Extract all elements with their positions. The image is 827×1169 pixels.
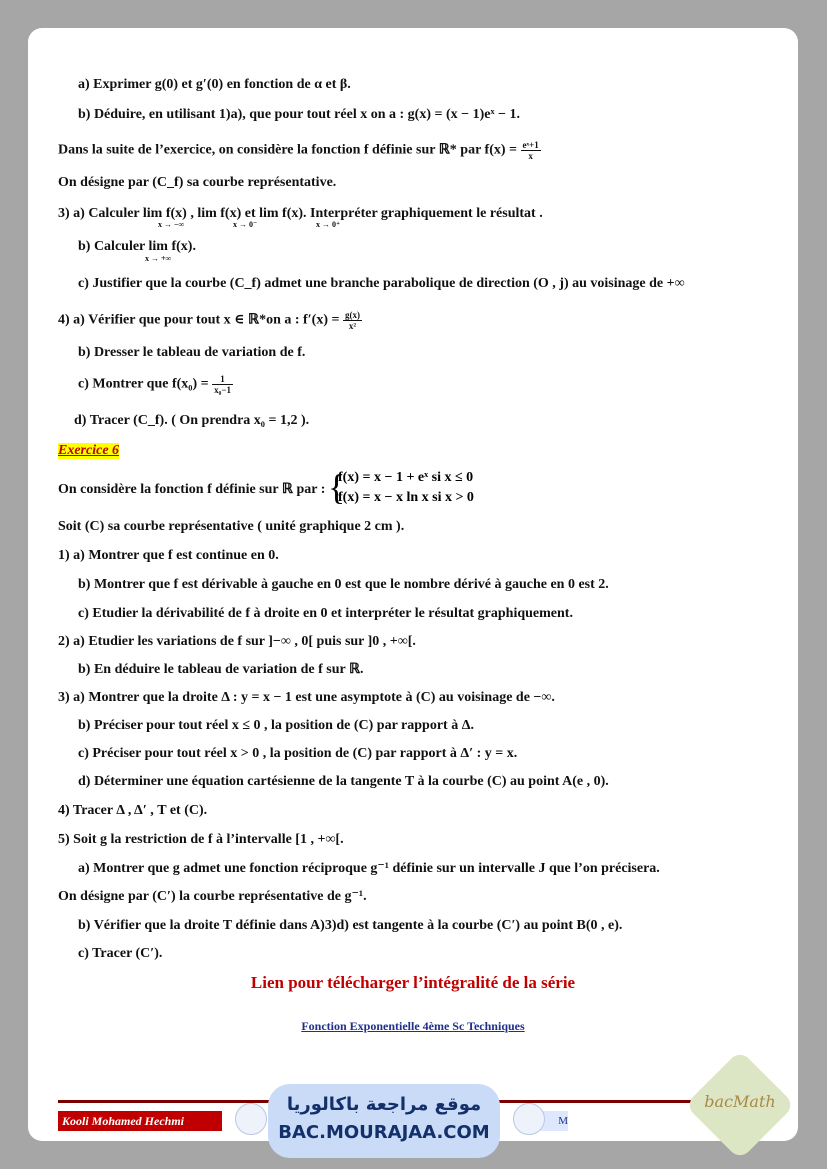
school-logo-icon xyxy=(513,1103,545,1135)
line-23: 4) Tracer Δ , Δ′ , T et (C). xyxy=(58,803,208,818)
footer-right-fragment: M xyxy=(528,1111,568,1131)
limit-sub-1: x → −∞ xyxy=(158,220,185,229)
fraction-numerator: eˣ+1 xyxy=(522,140,539,150)
line-1: a) Exprimer g(0) et g′(0) en fonction de α et β. xyxy=(78,77,351,92)
line-25: a) Montrer que g admet une fonction réciproque g⁻¹ définie sur un intervalle J que l’on précisera. xyxy=(78,861,660,876)
line-28: c) Tracer (C′). xyxy=(78,946,163,961)
line-18: b) En déduire le tableau de variation de f sur ℝ. xyxy=(78,662,364,677)
exercise-title: Exercice 6 xyxy=(58,443,120,458)
fraction-fx0 xyxy=(212,374,233,395)
download-link-title[interactable]: Lien pour télécharger l’intégralité de la série xyxy=(250,973,576,992)
line-5: 3) a) Calculer lim f(x) , lim f(x) et lim f(x). Interpréter graphiquement le résultat . xyxy=(58,206,543,221)
line-27: b) Vérifier que la droite T définie dans A)3)d) est tangente à la courbe (C′) au point B(0 , e). xyxy=(78,918,623,933)
line-8-text: 4) a) Vérifier que pour tout x ∈ ℝ*on a : f′(x) = xyxy=(58,312,340,328)
system-row-2: f(x) = x − x ln x si x > 0 xyxy=(338,490,474,505)
fraction-f-def xyxy=(521,140,541,161)
line-22: d) Déterminer une équation cartésienne de la tangente T à la courbe (C) au point A(e , 0). xyxy=(78,774,609,789)
line-10-text: c) Montrer que f(x₀) = xyxy=(78,376,209,392)
limit-sub-2: x → 0⁻ xyxy=(233,220,258,229)
line-20: b) Préciser pour tout réel x ≤ 0 , la position de (C) par rapport à Δ. xyxy=(78,718,474,733)
line-17: 2) a) Etudier les variations de f sur ]−∞ , 0[ puis sur ]0 , +∞[. xyxy=(58,634,416,649)
piecewise-system xyxy=(338,468,474,508)
line-14: 1) a) Montrer que f est continue en 0. xyxy=(58,548,279,563)
line-3-text: Dans la suite de l’exercice, on considère la fonction f définie sur ℝ* par f(x) = xyxy=(58,142,517,158)
fraction-numerator: 1 xyxy=(212,374,233,385)
line-19: 3) a) Montrer que la droite Δ : y = x − 1 est une asymptote à (C) au voisinage de −∞. xyxy=(58,690,555,705)
system-brace: { xyxy=(328,467,346,507)
site-banner[interactable] xyxy=(268,1084,500,1158)
footer-author: Kooli Mohamed Hechmi xyxy=(58,1111,222,1131)
limit-sub-3: x → 0⁺ xyxy=(316,220,341,229)
line-9: b) Dresser le tableau de variation de f. xyxy=(78,345,306,360)
line-2: b) Déduire, en utilisant 1)a), que pour tout réel x on a : g(x) = (x − 1)eˣ − 1. xyxy=(78,107,520,122)
bacmath-logo-text: bacMath xyxy=(704,1092,776,1111)
limit-sub-4: x → +∞ xyxy=(145,254,172,263)
document-page xyxy=(28,28,798,1141)
line-3 xyxy=(58,140,541,161)
line-15: b) Montrer que f est dérivable à gauche en 0 est que le nombre dérivé à gauche en 0 est 2. xyxy=(78,577,609,592)
fraction-numerator: g(x) xyxy=(344,310,360,320)
line-6: b) Calculer lim f(x). xyxy=(78,239,196,254)
banner-url[interactable]: BAC.MOURAJAA.COM xyxy=(278,1122,490,1143)
fraction-denominator: x² xyxy=(348,321,357,331)
download-link[interactable]: Fonction Exponentielle 4ème Sc Techniques xyxy=(301,1019,525,1033)
line-13: Soit (C) sa courbe représentative ( unité graphique 2 cm ). xyxy=(58,519,405,534)
line-11: d) Tracer (C_f). ( On prendra x₀ = 1,2 ). xyxy=(74,413,310,428)
line-12: On considère la fonction f définie sur ℝ par : xyxy=(58,482,326,497)
line-21: c) Préciser pour tout réel x > 0 , la position de (C) par rapport à Δ′ : y = x. xyxy=(78,746,518,761)
line-24: 5) Soit g la restriction de f à l’intervalle [1 , +∞[. xyxy=(58,832,344,847)
line-16: c) Etudier la dérivabilité de f à droite en 0 et interpréter le résultat graphiquement. xyxy=(78,606,573,621)
line-4: On désigne par (C_f) sa courbe représentative. xyxy=(58,175,337,190)
line-26: On désigne par (C′) la courbe représentative de g⁻¹. xyxy=(58,889,367,904)
line-10 xyxy=(78,374,233,395)
banner-arabic-text: موقع مراجعة باكالوريا xyxy=(286,1094,482,1115)
line-8 xyxy=(58,310,362,331)
fraction-denominator: x xyxy=(528,151,533,161)
school-logo-icon xyxy=(235,1103,267,1135)
fraction-fprime xyxy=(343,310,362,331)
line-7: c) Justifier que la courbe (C_f) admet une branche parabolique de direction (O , j) au voisinage de +∞ xyxy=(78,276,685,291)
system-row-1: f(x) = x − 1 + eˣ si x ≤ 0 xyxy=(338,470,474,485)
fraction-denominator: x₀−1 xyxy=(214,385,231,395)
